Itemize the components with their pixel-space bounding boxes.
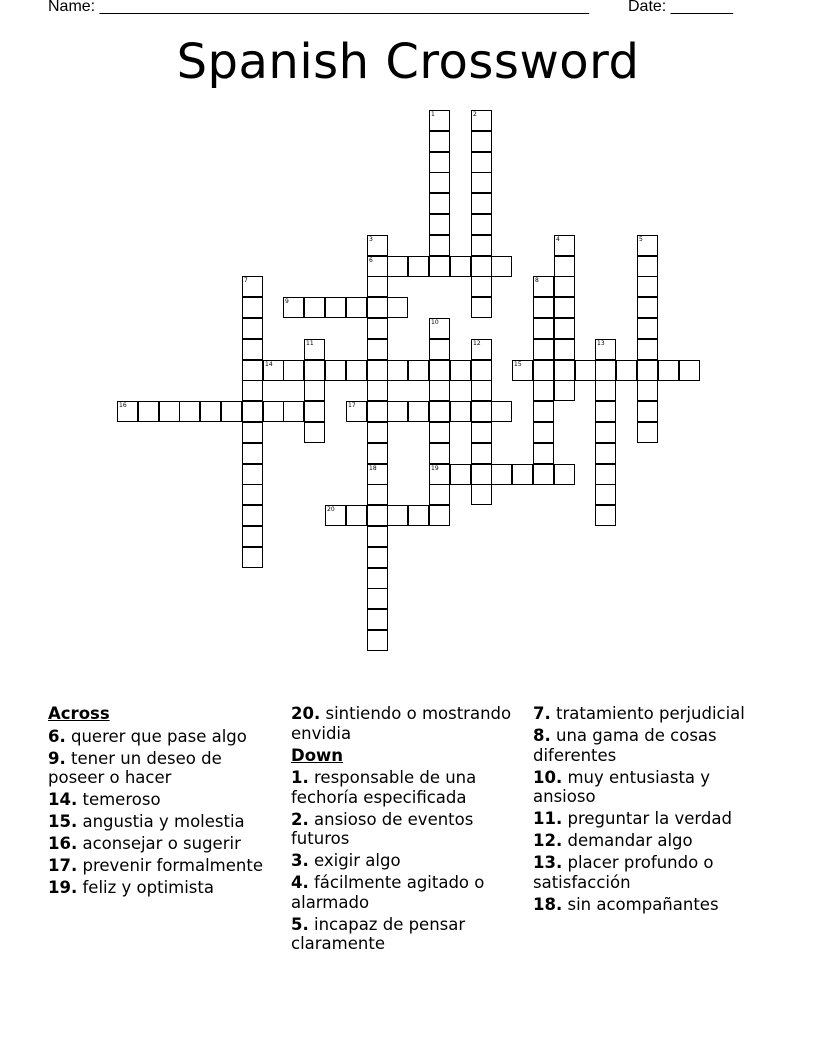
grid-cell[interactable] bbox=[242, 484, 263, 505]
clue-text: placer profundo o satisfacción bbox=[533, 853, 714, 892]
grid-cell[interactable] bbox=[138, 401, 159, 422]
grid-cell[interactable] bbox=[554, 464, 575, 485]
cell-number: 19 bbox=[431, 465, 439, 472]
cell-number: 2 bbox=[473, 111, 477, 118]
clue-text: incapaz de pensar claramente bbox=[291, 914, 466, 953]
grid-cell[interactable] bbox=[595, 422, 616, 443]
clue-across-16 bbox=[48, 834, 273, 854]
grid-cell[interactable] bbox=[533, 401, 554, 422]
clue-number: 14. bbox=[48, 790, 78, 809]
clue-number: 4. bbox=[291, 873, 309, 892]
clue-down-5 bbox=[291, 915, 516, 954]
clue-number: 11. bbox=[533, 809, 563, 828]
grid-cell[interactable] bbox=[429, 380, 450, 401]
grid-cell[interactable] bbox=[283, 401, 304, 422]
grid-cell[interactable] bbox=[242, 360, 263, 381]
clue-number: 8. bbox=[533, 726, 551, 745]
grid-cell[interactable] bbox=[554, 318, 575, 339]
grid-cell[interactable] bbox=[283, 360, 304, 381]
clue-text: tratamiento perjudicial bbox=[556, 704, 745, 723]
clue-text: temeroso bbox=[82, 790, 161, 809]
grid-cell[interactable] bbox=[242, 380, 263, 401]
grid-cell[interactable] bbox=[679, 360, 700, 381]
grid-cell[interactable] bbox=[637, 297, 658, 318]
grid-cell[interactable] bbox=[304, 401, 325, 422]
date-field[interactable]: Date: _______ bbox=[628, 0, 733, 15]
grid-cell[interactable] bbox=[429, 318, 450, 339]
clue-number: 6. bbox=[48, 726, 66, 746]
grid-cell[interactable] bbox=[367, 339, 388, 360]
grid-cell[interactable] bbox=[429, 193, 450, 214]
grid-cell[interactable] bbox=[200, 401, 221, 422]
grid-cell[interactable] bbox=[471, 276, 492, 297]
clue-down-11 bbox=[533, 809, 758, 829]
cell-number: 4 bbox=[556, 236, 560, 243]
grid-cell[interactable] bbox=[367, 526, 388, 547]
grid-cell[interactable] bbox=[367, 588, 388, 609]
grid-cell[interactable] bbox=[304, 297, 325, 318]
grid-cell[interactable] bbox=[367, 360, 388, 381]
grid-cell[interactable] bbox=[471, 484, 492, 505]
grid-cell[interactable] bbox=[346, 505, 367, 526]
grid-cell[interactable] bbox=[471, 422, 492, 443]
cell-number: 14 bbox=[265, 361, 273, 368]
grid-cell[interactable] bbox=[429, 401, 450, 422]
grid-cell[interactable] bbox=[429, 422, 450, 443]
clue-number: 2. bbox=[291, 809, 309, 829]
page-title: Spanish Crossword bbox=[176, 34, 640, 90]
cell-number: 20 bbox=[327, 506, 335, 513]
grid-cell[interactable] bbox=[595, 360, 616, 381]
grid-cell[interactable] bbox=[471, 110, 492, 131]
clue-down-12 bbox=[533, 831, 758, 851]
grid-cell[interactable] bbox=[471, 297, 492, 318]
grid-cell[interactable] bbox=[408, 256, 429, 277]
grid-cell[interactable] bbox=[471, 443, 492, 464]
grid-cell[interactable] bbox=[387, 360, 408, 381]
across-heading: Across bbox=[48, 704, 110, 723]
grid-cell[interactable] bbox=[263, 401, 284, 422]
grid-cell[interactable] bbox=[637, 380, 658, 401]
grid-cell[interactable] bbox=[533, 276, 554, 297]
clue-number: 19. bbox=[48, 878, 78, 897]
grid-cell[interactable] bbox=[554, 256, 575, 277]
grid-cell[interactable] bbox=[554, 235, 575, 256]
clue-across-15 bbox=[48, 812, 273, 832]
grid-cell[interactable] bbox=[367, 464, 388, 485]
grid-cell[interactable] bbox=[242, 276, 263, 297]
grid-cell[interactable] bbox=[346, 297, 367, 318]
clues-column-3 bbox=[533, 704, 758, 917]
clue-text: angustia y molestia bbox=[82, 812, 245, 831]
grid-cell[interactable] bbox=[242, 422, 263, 443]
clue-down-1 bbox=[291, 768, 516, 807]
grid-cell[interactable] bbox=[595, 380, 616, 401]
grid-cell[interactable] bbox=[450, 401, 471, 422]
grid-cell[interactable] bbox=[387, 401, 408, 422]
grid-cell[interactable] bbox=[367, 505, 388, 526]
grid-cell[interactable] bbox=[471, 380, 492, 401]
grid-cell[interactable] bbox=[533, 339, 554, 360]
clue-number: 16. bbox=[48, 834, 78, 853]
grid-cell[interactable] bbox=[408, 401, 429, 422]
grid-cell[interactable] bbox=[471, 152, 492, 173]
grid-cell[interactable] bbox=[242, 339, 263, 360]
clue-down-3 bbox=[291, 851, 516, 871]
grid-cell[interactable] bbox=[283, 297, 304, 318]
clue-number: 13. bbox=[533, 853, 563, 872]
clue-text: muy entusiasta y ansioso bbox=[533, 767, 711, 806]
grid-cell[interactable] bbox=[450, 256, 471, 277]
grid-cell[interactable] bbox=[429, 484, 450, 505]
clue-number: 9. bbox=[48, 748, 66, 768]
clue-text: demandar algo bbox=[567, 831, 693, 850]
clue-number: 18. bbox=[533, 894, 563, 914]
grid-cell[interactable] bbox=[325, 297, 346, 318]
grid-cell[interactable] bbox=[554, 297, 575, 318]
grid-cell[interactable] bbox=[367, 568, 388, 589]
grid-cell[interactable] bbox=[325, 360, 346, 381]
cell-number: 7 bbox=[244, 277, 248, 284]
cell-number: 18 bbox=[369, 465, 377, 472]
grid-cell[interactable] bbox=[471, 214, 492, 235]
clue-down-7 bbox=[533, 704, 758, 724]
grid-cell[interactable] bbox=[346, 360, 367, 381]
cell-number: 5 bbox=[639, 236, 643, 243]
grid-cell[interactable] bbox=[429, 339, 450, 360]
grid-cell[interactable] bbox=[387, 256, 408, 277]
grid-cell[interactable] bbox=[471, 172, 492, 193]
grid-cell[interactable] bbox=[367, 547, 388, 568]
grid-cell[interactable] bbox=[533, 318, 554, 339]
clue-text: fácilmente agitado o alarmado bbox=[291, 873, 485, 912]
grid-cell[interactable] bbox=[595, 464, 616, 485]
clue-across-14 bbox=[48, 790, 273, 810]
grid-cell[interactable] bbox=[595, 505, 616, 526]
clue-text: sin acompañantes bbox=[567, 894, 719, 914]
grid-cell[interactable] bbox=[637, 339, 658, 360]
grid-cell[interactable] bbox=[242, 547, 263, 568]
grid-cell[interactable] bbox=[575, 360, 596, 381]
grid-cell[interactable] bbox=[471, 360, 492, 381]
clue-text: aconsejar o sugerir bbox=[82, 834, 241, 853]
grid-cell[interactable] bbox=[429, 464, 450, 485]
grid-cell[interactable] bbox=[304, 422, 325, 443]
cell-number: 8 bbox=[535, 277, 539, 284]
grid-cell[interactable] bbox=[491, 464, 512, 485]
cell-number: 9 bbox=[285, 298, 289, 305]
grid-cell[interactable] bbox=[429, 443, 450, 464]
grid-cell[interactable] bbox=[429, 360, 450, 381]
cell-number: 12 bbox=[473, 340, 481, 347]
grid-cell[interactable] bbox=[533, 297, 554, 318]
grid-cell[interactable] bbox=[242, 443, 263, 464]
grid-cell[interactable] bbox=[533, 380, 554, 401]
clue-down-13 bbox=[533, 853, 758, 892]
grid-cell[interactable] bbox=[637, 235, 658, 256]
grid-cell[interactable] bbox=[637, 276, 658, 297]
grid-cell[interactable] bbox=[429, 256, 450, 277]
clue-number: 7. bbox=[533, 704, 551, 723]
cell-number: 6 bbox=[369, 257, 373, 264]
grid-cell[interactable] bbox=[595, 443, 616, 464]
grid-cell[interactable] bbox=[408, 360, 429, 381]
clue-down-8 bbox=[533, 726, 758, 765]
clue-across-19 bbox=[48, 878, 273, 898]
grid-cell[interactable] bbox=[471, 339, 492, 360]
grid-cell[interactable] bbox=[429, 172, 450, 193]
grid-cell[interactable] bbox=[367, 297, 388, 318]
clue-down-18 bbox=[533, 895, 758, 915]
grid-cell[interactable] bbox=[637, 401, 658, 422]
grid-cell[interactable] bbox=[242, 526, 263, 547]
clue-number: 12. bbox=[533, 831, 563, 850]
grid-cell[interactable] bbox=[512, 464, 533, 485]
clue-text: responsable de una fechoría especificada bbox=[291, 768, 477, 807]
grid-cell[interactable] bbox=[387, 505, 408, 526]
grid-cell[interactable] bbox=[491, 401, 512, 422]
grid-cell[interactable] bbox=[637, 318, 658, 339]
grid-cell[interactable] bbox=[367, 276, 388, 297]
grid-cell[interactable] bbox=[533, 360, 554, 381]
clue-down-4 bbox=[291, 873, 516, 912]
clue-number: 10. bbox=[533, 767, 563, 787]
cell-number: 11 bbox=[306, 340, 314, 347]
grid-cell[interactable] bbox=[471, 256, 492, 277]
grid-cell[interactable] bbox=[179, 401, 200, 422]
clue-down-10 bbox=[533, 768, 758, 807]
clue-number: 1. bbox=[291, 768, 309, 787]
grid-cell[interactable] bbox=[616, 360, 637, 381]
grid-cell[interactable] bbox=[429, 235, 450, 256]
cell-number: 13 bbox=[597, 340, 605, 347]
clue-text: sintiendo o mostrando envidia bbox=[291, 704, 512, 743]
clue-text: tener un deseo de poseer o hacer bbox=[48, 748, 222, 787]
clue-number: 17. bbox=[48, 856, 78, 875]
grid-cell[interactable] bbox=[346, 401, 367, 422]
grid-cell[interactable] bbox=[367, 401, 388, 422]
grid-cell[interactable] bbox=[429, 110, 450, 131]
clue-text: preguntar la verdad bbox=[567, 809, 732, 828]
grid-cell[interactable] bbox=[367, 484, 388, 505]
grid-cell[interactable] bbox=[367, 235, 388, 256]
cell-number: 17 bbox=[348, 402, 356, 409]
grid-cell[interactable] bbox=[429, 505, 450, 526]
clues-column-2 bbox=[291, 704, 516, 956]
grid-cell[interactable] bbox=[325, 505, 346, 526]
grid-cell[interactable] bbox=[595, 401, 616, 422]
clue-across-6 bbox=[48, 727, 273, 747]
grid-cell[interactable] bbox=[471, 401, 492, 422]
grid-cell[interactable] bbox=[450, 464, 471, 485]
grid-cell[interactable] bbox=[429, 214, 450, 235]
grid-cell[interactable] bbox=[471, 193, 492, 214]
cell-number: 1 bbox=[431, 111, 435, 118]
cell-number: 10 bbox=[431, 319, 439, 326]
down-heading: Down bbox=[291, 745, 344, 765]
clue-number: 20. bbox=[291, 704, 321, 723]
clue-text: feliz y optimista bbox=[82, 878, 214, 897]
grid-cell[interactable] bbox=[637, 422, 658, 443]
grid-cell[interactable] bbox=[117, 401, 138, 422]
grid-cell[interactable] bbox=[387, 297, 408, 318]
grid-cell[interactable] bbox=[367, 380, 388, 401]
clue-number: 3. bbox=[291, 851, 309, 870]
clue-text: prevenir formalmente bbox=[82, 856, 263, 875]
grid-cell[interactable] bbox=[512, 360, 533, 381]
grid-cell[interactable] bbox=[554, 360, 575, 381]
grid-cell[interactable] bbox=[242, 318, 263, 339]
grid-cell[interactable] bbox=[408, 505, 429, 526]
grid-cell[interactable] bbox=[554, 380, 575, 401]
grid-cell[interactable] bbox=[491, 256, 512, 277]
grid-cell[interactable] bbox=[471, 131, 492, 152]
grid-cell[interactable] bbox=[263, 360, 284, 381]
grid-cell[interactable] bbox=[533, 443, 554, 464]
clue-text: una gama de cosas diferentes bbox=[533, 726, 717, 765]
clue-across-20 bbox=[291, 704, 516, 743]
grid-cell[interactable] bbox=[471, 235, 492, 256]
cell-number: 3 bbox=[369, 236, 373, 243]
grid-cell[interactable] bbox=[304, 360, 325, 381]
grid-cell[interactable] bbox=[221, 401, 242, 422]
grid-cell[interactable] bbox=[367, 443, 388, 464]
clue-number: 5. bbox=[291, 914, 309, 934]
clue-across-9 bbox=[48, 749, 273, 788]
clue-text: querer que pase algo bbox=[71, 726, 247, 746]
grid-cell[interactable] bbox=[242, 505, 263, 526]
grid-cell[interactable] bbox=[367, 422, 388, 443]
clues-column-1 bbox=[48, 704, 273, 900]
clue-text: exigir algo bbox=[314, 851, 401, 870]
clue-down-2 bbox=[291, 810, 516, 849]
grid-cell[interactable] bbox=[658, 360, 679, 381]
clue-number: 15. bbox=[48, 812, 78, 831]
grid-cell[interactable] bbox=[367, 630, 388, 651]
grid-cell[interactable] bbox=[429, 152, 450, 173]
grid-cell[interactable] bbox=[637, 256, 658, 277]
grid-cell[interactable] bbox=[159, 401, 180, 422]
grid-cell[interactable] bbox=[471, 464, 492, 485]
grid-cell[interactable] bbox=[554, 339, 575, 360]
grid-cell[interactable] bbox=[533, 464, 554, 485]
clue-across-17 bbox=[48, 856, 273, 876]
cell-number: 15 bbox=[514, 361, 522, 368]
grid-cell[interactable] bbox=[242, 297, 263, 318]
grid-cell[interactable] bbox=[304, 339, 325, 360]
cell-number: 16 bbox=[119, 402, 127, 409]
grid-cell[interactable] bbox=[304, 380, 325, 401]
grid-cell[interactable] bbox=[595, 484, 616, 505]
grid-cell[interactable] bbox=[554, 276, 575, 297]
grid-cell[interactable] bbox=[595, 339, 616, 360]
grid-cell[interactable] bbox=[367, 318, 388, 339]
grid-cell[interactable] bbox=[450, 360, 471, 381]
grid-cell[interactable] bbox=[242, 401, 263, 422]
grid-cell[interactable] bbox=[367, 256, 388, 277]
grid-cell[interactable] bbox=[429, 131, 450, 152]
name-field[interactable]: Name: _______________________________________________________ bbox=[48, 0, 589, 15]
clue-text: ansioso de eventos futuros bbox=[291, 809, 474, 848]
grid-cell[interactable] bbox=[367, 609, 388, 630]
grid-cell[interactable] bbox=[242, 464, 263, 485]
grid-cell[interactable] bbox=[533, 422, 554, 443]
grid-cell[interactable] bbox=[637, 360, 658, 381]
